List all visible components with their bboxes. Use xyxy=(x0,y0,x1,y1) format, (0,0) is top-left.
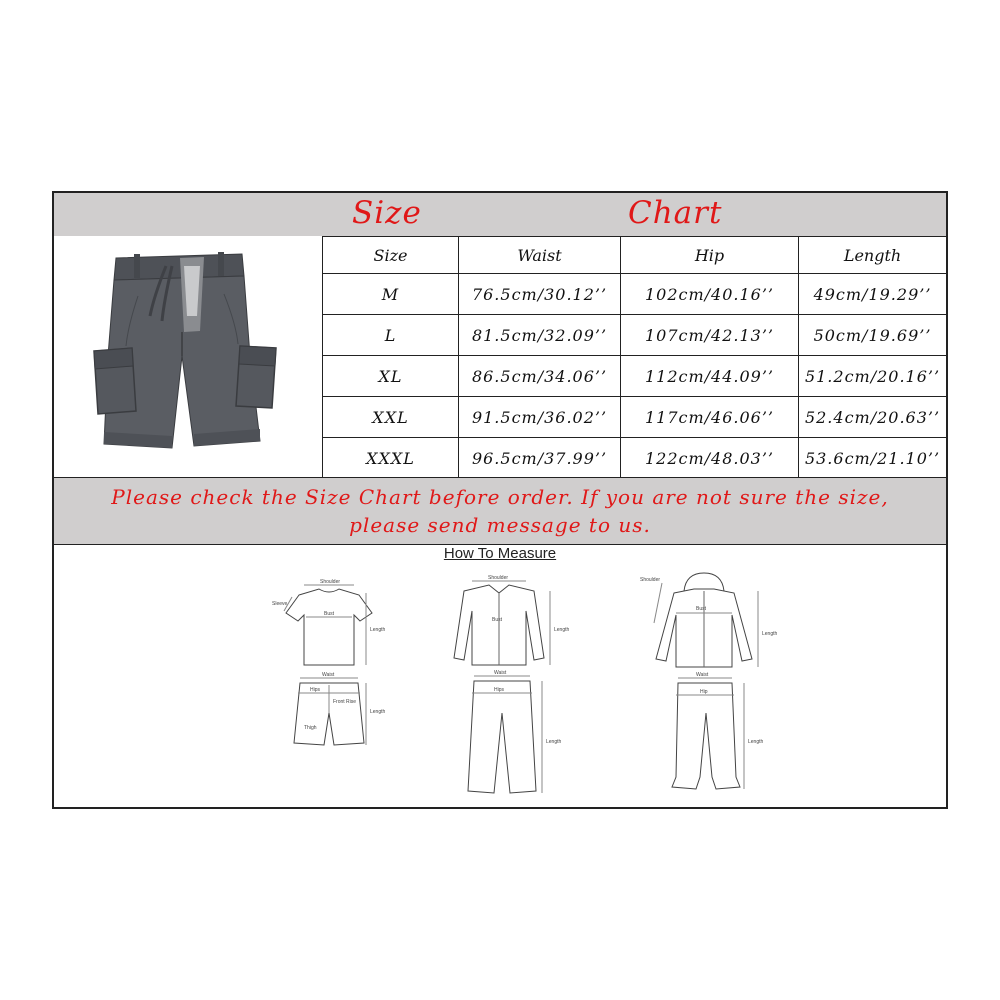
label-waist: Waist xyxy=(696,672,709,678)
label-hips: Hips xyxy=(494,687,505,693)
cell-length: 51.2cm/20.16’’ xyxy=(799,356,947,397)
title-size: Size xyxy=(352,195,422,231)
note-line-2: please send message to us. xyxy=(349,513,651,537)
table-row xyxy=(323,315,947,356)
cell-length: 53.6cm/21.10’’ xyxy=(799,438,947,479)
label-bust: Bust xyxy=(324,611,335,617)
cell-size: L xyxy=(323,315,459,356)
cell-hip: 107cm/42.13’’ xyxy=(621,315,799,356)
pants-diagram xyxy=(468,670,562,793)
title-bar xyxy=(54,193,946,237)
label-length: Length xyxy=(546,739,562,745)
label-length: Length xyxy=(370,709,386,715)
label-length: Length xyxy=(370,627,386,633)
label-length: Length xyxy=(748,739,764,745)
hoodie-diagram xyxy=(640,573,778,667)
shorts-diagram xyxy=(294,672,386,745)
label-thigh: Thigh xyxy=(304,725,317,731)
title-chart: Chart xyxy=(628,195,723,231)
label-sleeve: Sleeve xyxy=(272,601,288,607)
label-hips: Hips xyxy=(310,687,321,693)
cell-size: M xyxy=(323,274,459,315)
cell-hip: 117cm/46.06’’ xyxy=(621,397,799,438)
cell-length: 50cm/19.69’’ xyxy=(799,315,947,356)
table-header-row xyxy=(323,237,947,274)
table-row xyxy=(323,438,947,479)
cell-hip: 112cm/44.09’’ xyxy=(621,356,799,397)
table-row xyxy=(323,397,947,438)
label-bust: Bust xyxy=(696,606,707,612)
label-front-rise: Front Rise xyxy=(333,699,357,705)
how-to-measure-section xyxy=(54,545,946,807)
jogger-diagram xyxy=(672,672,764,789)
label-shoulder: Shoulder xyxy=(320,579,341,585)
size-note xyxy=(54,477,946,545)
label-waist: Waist xyxy=(322,672,335,678)
label-waist: Waist xyxy=(494,670,507,676)
header-length: Length xyxy=(799,237,947,274)
size-chart-frame xyxy=(52,191,948,809)
cell-waist: 81.5cm/32.09’’ xyxy=(459,315,621,356)
cell-waist: 76.5cm/30.12’’ xyxy=(459,274,621,315)
cargo-shorts-image xyxy=(54,236,322,477)
cell-waist: 96.5cm/37.99’’ xyxy=(459,438,621,479)
cell-size: XXL xyxy=(323,397,459,438)
cell-size: XXXL xyxy=(323,438,459,479)
label-hip: Hip xyxy=(700,689,708,695)
shirt-diagram xyxy=(454,575,570,665)
cell-size: XL xyxy=(323,356,459,397)
cell-waist: 86.5cm/34.06’’ xyxy=(459,356,621,397)
label-shoulder: Shoulder xyxy=(488,575,509,581)
header-size: Size xyxy=(323,237,459,274)
label-bust: Bust xyxy=(492,617,503,623)
cell-hip: 102cm/40.16’’ xyxy=(621,274,799,315)
measure-title: How To Measure xyxy=(443,545,557,562)
header-waist: Waist xyxy=(459,237,621,274)
cell-length: 52.4cm/20.63’’ xyxy=(799,397,947,438)
cell-length: 49cm/19.29’’ xyxy=(799,274,947,315)
label-length: Length xyxy=(762,631,778,637)
cell-hip: 122cm/48.03’’ xyxy=(621,438,799,479)
table-row xyxy=(323,356,947,397)
header-hip: Hip xyxy=(621,237,799,274)
label-length: Length xyxy=(554,627,570,633)
tshirt-diagram xyxy=(272,579,386,665)
measure-diagram xyxy=(254,563,794,803)
cell-waist: 91.5cm/36.02’’ xyxy=(459,397,621,438)
size-table xyxy=(322,236,947,479)
product-photo-cell xyxy=(54,236,323,477)
note-line-1: Please check the Size Chart before order. If you are not sure the size, xyxy=(111,485,889,509)
label-shoulder: Shoulder xyxy=(640,577,661,583)
table-row xyxy=(323,274,947,315)
